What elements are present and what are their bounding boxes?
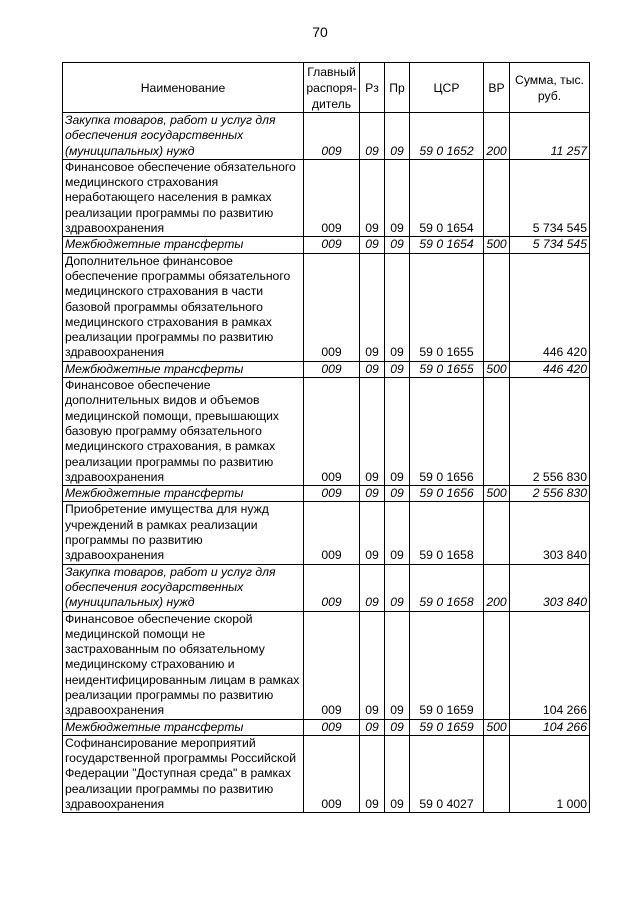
table-row <box>63 113 590 160</box>
table-row <box>63 253 590 361</box>
cell-sum: 5 734 545 <box>510 237 590 253</box>
cell-admin: 009 <box>304 719 360 735</box>
table-body <box>63 113 590 813</box>
cell-rz: 09 <box>360 486 385 502</box>
cell-name: Дополнительное финансовое обеспечение программы обязательного медицинского страхования в части базовой программы обязательного медицинского страхования в рамках реализации программы по развитию здравоохранения <box>63 253 304 361</box>
cell-csr: 59 0 1656 <box>410 378 484 486</box>
cell-sum: 303 840 <box>510 564 590 611</box>
table-row <box>63 361 590 377</box>
cell-vr: 200 <box>484 113 510 160</box>
cell-vr <box>484 735 510 812</box>
cell-admin: 009 <box>304 113 360 160</box>
cell-vr <box>484 159 510 236</box>
cell-vr: 500 <box>484 361 510 377</box>
cell-rz: 09 <box>360 735 385 812</box>
cell-name: Финансовое обеспечение скорой медицинской помощи не застрахованным по обязательному медицинскому страхованию и неидентифицированным лицам в рамках реализации программы по развитию здравоохранения <box>63 611 304 719</box>
cell-csr: 59 0 1656 <box>410 486 484 502</box>
cell-csr: 59 0 1659 <box>410 719 484 735</box>
cell-pr: 09 <box>385 361 410 377</box>
header-rz: Рз <box>360 63 385 113</box>
cell-rz: 09 <box>360 237 385 253</box>
cell-rz: 09 <box>360 361 385 377</box>
cell-pr: 09 <box>385 486 410 502</box>
cell-sum: 104 266 <box>510 719 590 735</box>
cell-admin: 009 <box>304 502 360 564</box>
cell-csr: 59 0 1654 <box>410 159 484 236</box>
cell-csr: 59 0 1658 <box>410 564 484 611</box>
cell-sum: 446 420 <box>510 253 590 361</box>
table-row <box>63 564 590 611</box>
cell-name: Софинансирование мероприятий государственной программы Российской Федерации "Доступная среда" в рамках реализации программы по развитию здравоохранения <box>63 735 304 812</box>
cell-rz: 09 <box>360 253 385 361</box>
table-row <box>63 502 590 564</box>
cell-vr: 200 <box>484 564 510 611</box>
cell-pr: 09 <box>385 719 410 735</box>
header-vr: ВР <box>484 63 510 113</box>
cell-sum: 5 734 545 <box>510 159 590 236</box>
cell-sum: 104 266 <box>510 611 590 719</box>
cell-csr: 59 0 1655 <box>410 361 484 377</box>
cell-name: Закупка товаров, работ и услуг для обеспечения государственных (муниципальных) нужд <box>63 113 304 160</box>
cell-admin: 009 <box>304 486 360 502</box>
cell-vr: 500 <box>484 719 510 735</box>
cell-csr: 59 0 4027 <box>410 735 484 812</box>
header-csr: ЦСР <box>410 63 484 113</box>
cell-pr: 09 <box>385 564 410 611</box>
cell-vr: 500 <box>484 486 510 502</box>
cell-name: Закупка товаров, работ и услуг для обеспечения государственных (муниципальных) нужд <box>63 564 304 611</box>
cell-admin: 009 <box>304 253 360 361</box>
cell-vr <box>484 378 510 486</box>
cell-csr: 59 0 1655 <box>410 253 484 361</box>
cell-pr: 09 <box>385 502 410 564</box>
cell-rz: 09 <box>360 113 385 160</box>
table-row <box>63 611 590 719</box>
cell-admin: 009 <box>304 611 360 719</box>
cell-csr: 59 0 1658 <box>410 502 484 564</box>
cell-name: Финансовое обеспечение обязательного медицинского страхования неработающего населения в рамках реализации программы по развитию здравоохранения <box>63 159 304 236</box>
header-row <box>63 63 590 113</box>
cell-name: Межбюджетные трансферты <box>63 361 304 377</box>
cell-rz: 09 <box>360 564 385 611</box>
cell-pr: 09 <box>385 159 410 236</box>
cell-admin: 009 <box>304 735 360 812</box>
page-number: 70 <box>312 24 328 40</box>
cell-admin: 009 <box>304 361 360 377</box>
table-row <box>63 719 590 735</box>
table-row <box>63 735 590 812</box>
header-name: Наименование <box>63 63 304 113</box>
cell-name: Финансовое обеспечение дополнительных видов и объемов медицинской помощи, превышающих базовую программу обязательного медицинского страхования, в рамках реализации программы по развитию здравоохранения <box>63 378 304 486</box>
table-row <box>63 159 590 236</box>
cell-vr <box>484 253 510 361</box>
cell-sum: 446 420 <box>510 361 590 377</box>
cell-rz: 09 <box>360 611 385 719</box>
cell-pr: 09 <box>385 735 410 812</box>
table-row <box>63 378 590 486</box>
cell-vr <box>484 611 510 719</box>
budget-table <box>62 62 590 813</box>
header-sum: Сумма, тыс. руб. <box>510 63 590 113</box>
cell-pr: 09 <box>385 237 410 253</box>
cell-csr: 59 0 1659 <box>410 611 484 719</box>
cell-sum: 2 556 830 <box>510 378 590 486</box>
cell-rz: 09 <box>360 719 385 735</box>
cell-sum: 2 556 830 <box>510 486 590 502</box>
table-row <box>63 237 590 253</box>
cell-sum: 1 000 <box>510 735 590 812</box>
cell-sum: 11 257 <box>510 113 590 160</box>
cell-csr: 59 0 1652 <box>410 113 484 160</box>
cell-name: Межбюджетные трансферты <box>63 719 304 735</box>
cell-admin: 009 <box>304 237 360 253</box>
cell-admin: 009 <box>304 564 360 611</box>
cell-vr <box>484 502 510 564</box>
header-admin: Главный распоря-дитель <box>304 63 360 113</box>
cell-vr: 500 <box>484 237 510 253</box>
cell-admin: 009 <box>304 159 360 236</box>
table-row <box>63 486 590 502</box>
cell-name: Межбюджетные трансферты <box>63 237 304 253</box>
header-pr: Пр <box>385 63 410 113</box>
cell-pr: 09 <box>385 113 410 160</box>
cell-pr: 09 <box>385 611 410 719</box>
cell-rz: 09 <box>360 502 385 564</box>
cell-rz: 09 <box>360 159 385 236</box>
cell-pr: 09 <box>385 253 410 361</box>
cell-pr: 09 <box>385 378 410 486</box>
cell-rz: 09 <box>360 378 385 486</box>
cell-csr: 59 0 1654 <box>410 237 484 253</box>
cell-sum: 303 840 <box>510 502 590 564</box>
cell-name: Приобретение имущества для нужд учреждений в рамках реализации программы по развитию здравоохранения <box>63 502 304 564</box>
cell-name: Межбюджетные трансферты <box>63 486 304 502</box>
cell-admin: 009 <box>304 378 360 486</box>
